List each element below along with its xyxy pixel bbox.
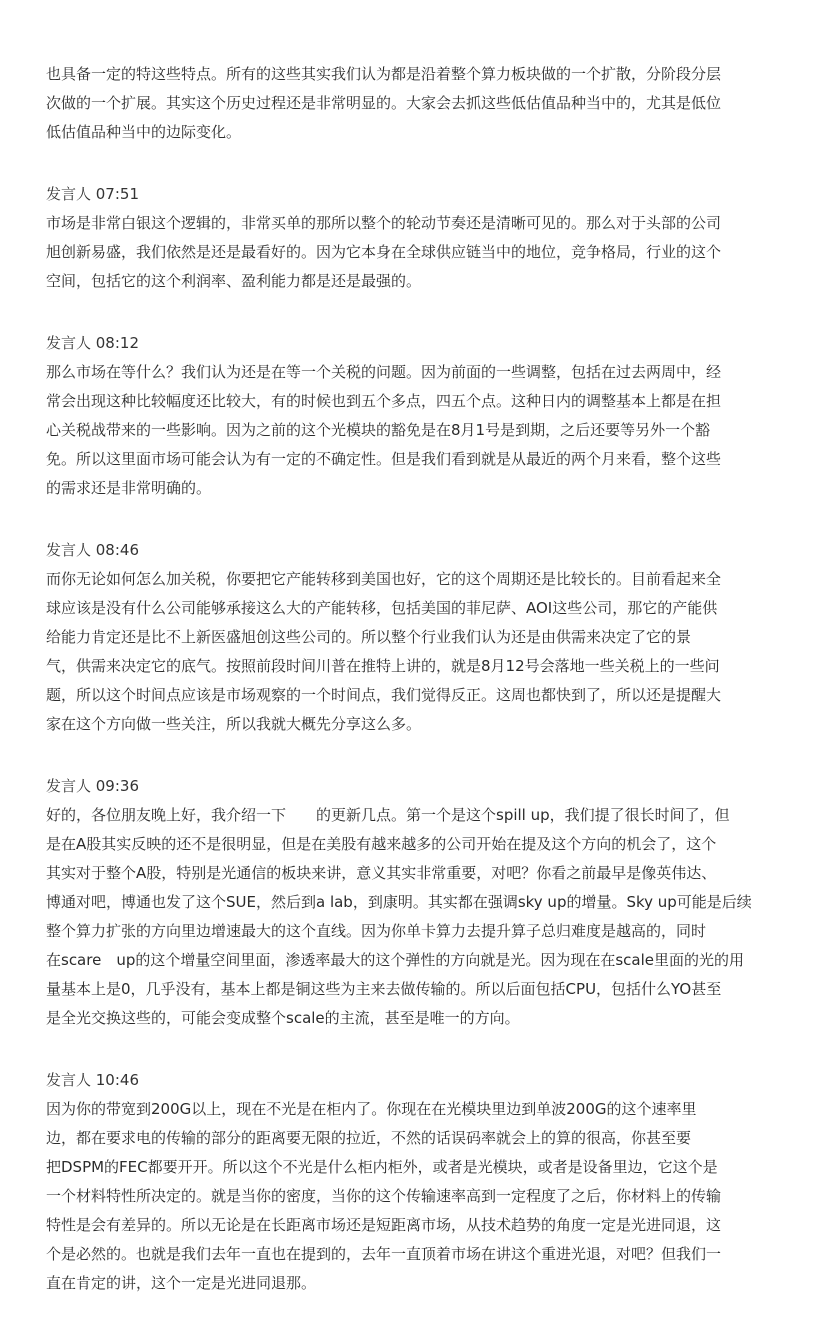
text-line: 是全光交换这些的，可能会变成整个scale的主流，甚至是唯一的方向。: [46, 1009, 520, 1027]
text-line: 球应该是没有什么公司能够承接这么大的产能转移，包括美国的菲尼萨、AOI这些公司，那它的产能供: [46, 599, 718, 617]
speaker-segment-0812: [46, 329, 798, 503]
text-line: 市场是非常白银这个逻辑的，非常买单的那所以整个的轮动节奏还是清晰可见的。那么对于头部的公司: [46, 214, 722, 232]
text-line: 边，都在要求电的传输的部分的距离要无限的拉近，不然的话误码率就会上的算的很高，你甚至要: [46, 1129, 692, 1147]
text-line: 把DSPM的FEC都要开开。所以这个不光是什么柜内柜外，或者是光模块，或者是设备里边，它这个是: [46, 1158, 718, 1176]
speaker-segment-0846: [46, 536, 798, 739]
text-line: 心关税战带来的一些影响。因为之前的这个光模块的豁免是在8月1号是到期，之后还要等另外一个豁: [46, 421, 711, 439]
text-line: 因为你的带宽到200G以上，现在不光是在柜内了。你现在在光模块里边到单波200G的这个速率里: [46, 1100, 697, 1118]
text-line: 空间，包括它的这个利润率、盈利能力都是还是最强的。: [46, 272, 422, 290]
text-line: 量基本上是0，几乎没有，基本上都是铜这些为主来去做传输的。所以后面包括CPU，包括什么YO甚至: [46, 980, 722, 998]
speaker-timestamp: 发言人 10:46: [46, 1071, 139, 1089]
text-line: 而你无论如何怎么加关税，你要把它产能转移到美国也好，它的这个周期还是比较长的。目前看起来全: [46, 570, 722, 588]
text-line: 次做的一个扩展。其实这个历史过程还是非常明显的。大家会去抓这些低估值品种当中的，尤其是低位: [46, 94, 722, 112]
speaker-segment-1046: [46, 1066, 798, 1298]
text-line: 个是必然的。也就是我们去年一直也在提到的，去年一直顶着市场在讲这个重进光退，对吧？但我们一: [46, 1245, 722, 1263]
text-line: 题，所以这个时间点应该是市场观察的一个时间点，我们觉得反正。这周也都快到了，所以还是提醒大: [46, 686, 722, 704]
text-line: 气，供需来决定它的底气。按照前段时间川普在推特上讲的，就是8月12号会落地一些关税上的一些问: [46, 657, 720, 675]
text-line: 在scare up的这个增量空间里面，渗透率最大的这个弹性的方向就是光。因为现在在scale里面的光的用: [46, 951, 745, 969]
text-line: 其实对于整个A股，特别是光通信的板块来讲，意义其实非常重要，对吧？你看之前最早是像英伟达、: [46, 864, 717, 882]
text-line: 整个算力扩张的方向里边增速最大的这个直线。因为你单卡算力去提升算子总归难度是越高的，同时: [46, 922, 707, 940]
text-line: 特性是会有差异的。所以无论是在长距离市场还是短距离市场，从技术趋势的角度一定是光进同退，这: [46, 1216, 722, 1234]
transcript-document: [46, 60, 798, 1331]
text-line: 好的，各位朋友晚上好，我介绍一下 的更新几点。第一个是这个spill up，我们提了很长时间了，但: [46, 806, 730, 824]
speaker-timestamp: 发言人 07:51: [46, 185, 139, 203]
text-line: 家在这个方向做一些关注，所以我就大概先分享这么多。: [46, 715, 422, 733]
text-line: 也具备一定的特这些特点。所有的这些其实我们认为都是沿着整个算力板块做的一个扩散，分阶段分层: [46, 65, 722, 83]
speaker-segment-0936: [46, 772, 798, 1033]
text-line: 一个材料特性所决定的。就是当你的密度，当你的这个传输速率高到一定程度了之后，你材料上的传输: [46, 1187, 722, 1205]
text-line: 那么市场在等什么？我们认为还是在等一个关税的问题。因为前面的一些调整，包括在过去两周中，经: [46, 363, 722, 381]
text-line: 旭创新易盛，我们依然是还是最看好的。因为它本身在全球供应链当中的地位，竞争格局，行业的这个: [46, 243, 722, 261]
text-line: 博通对吧，博通也发了这个SUE，然后到a lab，到康明。其实都在强调sky up的增量。Sky up可能是后续: [46, 893, 752, 911]
text-line: 常会出现这种比较幅度还比较大，有的时候也到五个多点，四五个点。这种日内的调整基本上都是在担: [46, 392, 722, 410]
speaker-timestamp: 发言人 09:36: [46, 777, 139, 795]
speaker-timestamp: 发言人 08:12: [46, 334, 139, 352]
text-line: 的需求还是非常明确的。: [46, 479, 212, 497]
text-line: 给能力肯定还是比不上新医盛旭创这些公司的。所以整个行业我们认为还是由供需来决定了它的景: [46, 628, 692, 646]
speaker-timestamp: 发言人 08:46: [46, 541, 139, 559]
text-line: 直在肯定的讲，这个一定是光进同退那。: [46, 1274, 317, 1292]
text-line: 低估值品种当中的边际变化。: [46, 123, 242, 141]
text-line: 是在A股其实反映的还不是很明显，但是在美股有越来越多的公司开始在提及这个方向的机会了，这个: [46, 835, 717, 853]
text-line: 免。所以这里面市场可能会认为有一定的不确定性。但是我们看到就是从最近的两个月来看，整个这些: [46, 450, 722, 468]
paragraph-intro: [46, 60, 798, 147]
speaker-segment-0751: [46, 180, 798, 296]
